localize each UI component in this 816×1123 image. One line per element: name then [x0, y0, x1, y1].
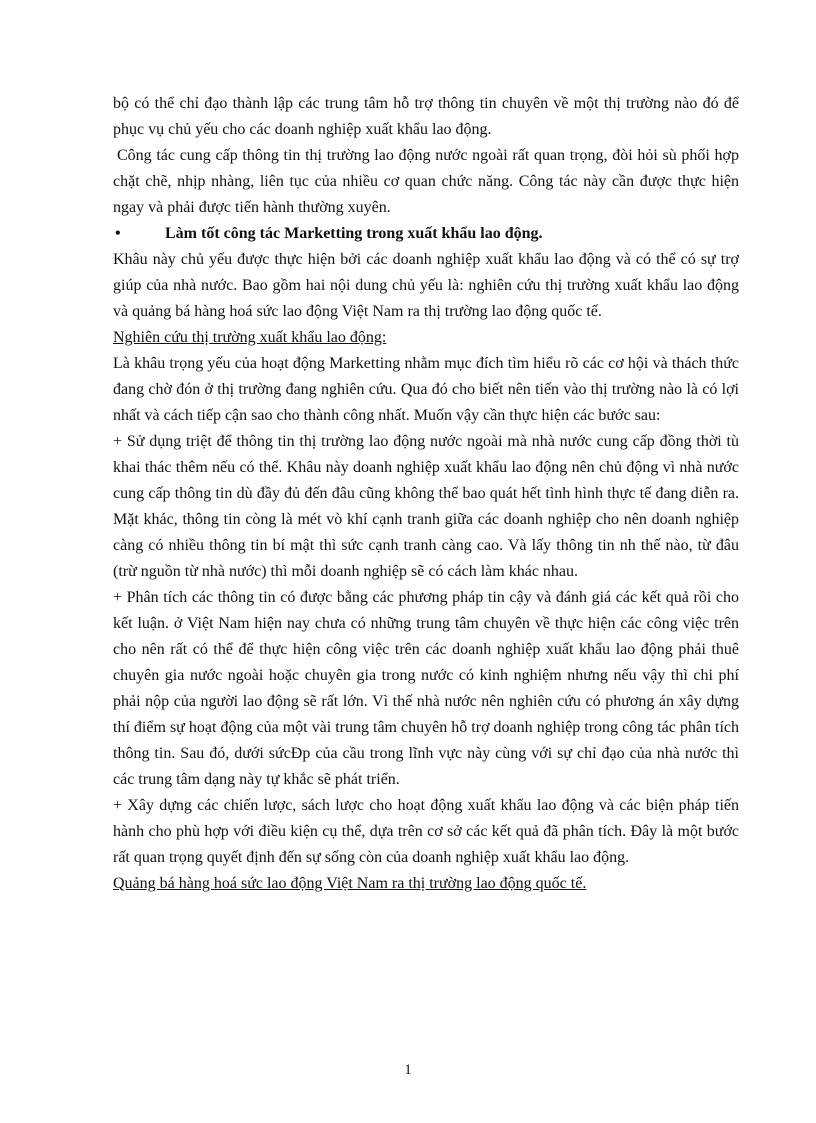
bullet-heading-text: Làm tốt công tác Marketting trong xuất khẩu lao động.: [165, 225, 543, 242]
paragraph-research-intro: Là khâu trọng yếu của hoạt động Marketting nhằm mục đích tìm hiểu rõ các cơ hội và thách thức đang chờ đón ở thị trường đang nghiên cứu. Qua đó cho biết nên tiến vào thị trường nào là có lợi nhất và cách tiếp cận sao cho thành công nhất. Muốn vậy cần thực hiện các bước sau:: [113, 355, 739, 424]
subheading-research: Nghiên cứu thị trường xuất khẩu lao động:: [113, 329, 387, 346]
paragraph-intro: bộ có thể chỉ đạo thành lập các trung tâm hỗ trợ thông tin chuyên về một thị trường nào đó để phục vụ chủ yếu cho các doanh nghiệp xuất khẩu lao động.: [113, 95, 739, 138]
page-number: 1: [404, 1062, 412, 1078]
subheading-promotion: Quảng bá hàng hoá sức lao động Việt Nam ra thị trường lao động quốc tế.: [113, 875, 587, 892]
bullet-icon: •: [115, 225, 121, 242]
document-body: [113, 91, 739, 897]
paragraph-step-2: + Phân tích các thông tin có được bằng các phương pháp tin cậy và đánh giá các kết quả rồi cho kết luận. ở Việt Nam hiện nay chưa có những trung tâm chuyên về thực hiện các công việc trên cho nên rất có thể để thực hiện công việc trên các doanh nghiệp xuất khẩu lao động phải thuê chuyên gia nước ngoài hoặc chuyên gia trong nước có kinh nghiệm nhưng nếu vậy thì chi phí phải nộp của người lao động sẽ rất lớn. Vì thế nhà nước nên nghiên cứu có phương án xây dựng thí điểm sự hoạt động của một vài trung tâm chuyên hỗ trợ doanh nghiệp trong công tác phân tích thông tin. Sau đó, dưới sứcĐp của cầu trong lĩnh vực này cùng với sự chỉ đạo của nhà nước thì các trung tâm dạng này tự khắc sẽ phát triển.: [113, 589, 739, 788]
paragraph-information: Công tác cung cấp thông tin thị trường lao động nước ngoài rất quan trọng, đòi hỏi sù phối hợp chặt chẽ, nhịp nhàng, liên tục của nhiều cơ quan chức năng. Công tác này cần được thực hiện ngay và phải được tiến hành thường xuyên.: [113, 147, 739, 216]
paragraph-step-1: + Sử dụng triệt để thông tin thị trường lao động nước ngoài mà nhà nước cung cấp đồng thời tù khai thác thêm nếu có thể. Khâu này doanh nghiệp xuất khẩu lao động nên chủ động vì nhà nước cung cấp thông tin dù đầy đủ đến đâu cũng không thể bao quát hết tình hình thực tế đang diễn ra. Mặt khác, thông tin còng là mét vò khí cạnh tranh giữa các doanh nghiệp cho nên doanh nghiệp càng có nhiều thông tin bí mật thì sức cạnh tranh càng cao. Và lấy thông tin nh thế nào, từ đâu (trừ nguồn từ nhà nước) thì mỗi doanh nghiệp sẽ có cách làm khác nhau.: [113, 433, 739, 580]
bullet-heading-marketing: [113, 221, 739, 247]
paragraph-marketing-intro: Khâu này chủ yếu được thực hiện bởi các doanh nghiệp xuất khẩu lao động và có thể có sự trợ giúp của nhà nước. Bao gồm hai nội dung chủ yếu là: nghiên cứu thị trường xuất khẩu lao động và quảng bá hàng hoá sức lao động Việt Nam ra thị trường lao động quốc tế.: [113, 251, 739, 320]
paragraph-step-3: + Xây dựng các chiến lược, sách lược cho hoạt động xuất khẩu lao động và các biện pháp tiến hành cho phù hợp với điều kiện cụ thể, dựa trên cơ sở các kết quả đã phân tích. Đây là một bước rất quan trọng quyết định đến sự sống còn của doanh nghiệp xuất khẩu lao động.: [113, 797, 739, 866]
